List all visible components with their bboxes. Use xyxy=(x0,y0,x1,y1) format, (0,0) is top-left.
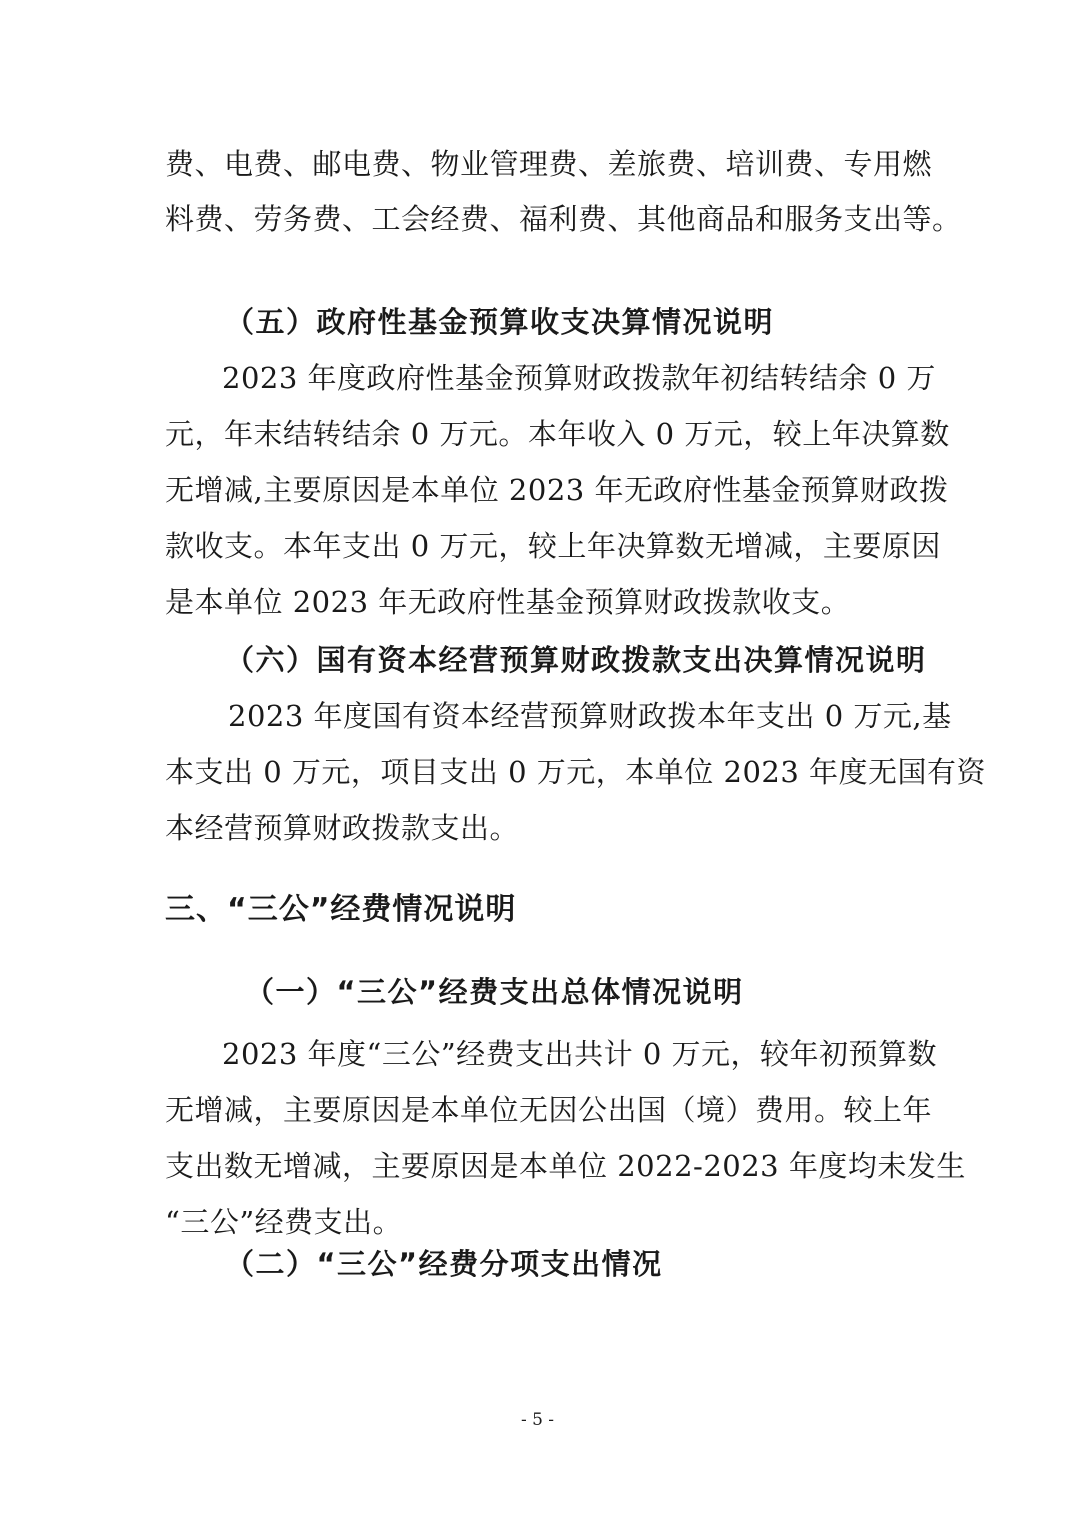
subsection-heading-2: （二）“三公”经费分项支出情况 xyxy=(225,1247,663,1281)
section-heading-6: （六）国有资本经营预算财政拨款支出决算情况说明 xyxy=(225,643,927,677)
paragraph-line: 是本单位 2023 年无政府性基金预算财政拨款收支。 xyxy=(165,585,851,619)
paragraph-line: 本支出 0 万元，项目支出 0 万元，本单位 2023 年度无国有资 xyxy=(165,755,987,789)
paragraph-line: 无增减，主要原因是本单位无因公出国（境）费用。较上年 xyxy=(165,1093,933,1127)
part-heading-3: 三、“三公”经费情况说明 xyxy=(165,892,517,927)
paragraph-line: 费、电费、邮电费、物业管理费、差旅费、培训费、专用燃 xyxy=(165,147,933,181)
section-heading-5: （五）政府性基金预算收支决算情况说明 xyxy=(225,305,775,339)
paragraph-line: 2023 年度政府性基金预算财政拨款年初结转结余 0 万 xyxy=(222,361,936,395)
paragraph-line: 2023 年度“三公”经费支出共计 0 万元，较年初预算数 xyxy=(222,1037,938,1071)
page-number: - 5 - xyxy=(520,1410,555,1430)
paragraph-line: 2023 年度国有资本经营预算财政拨本年支出 0 万元,基 xyxy=(228,699,952,733)
paragraph-line: 无增减,主要原因是本单位 2023 年无政府性基金预算财政拨 xyxy=(165,473,949,507)
subsection-heading-1: （一）“三公”经费支出总体情况说明 xyxy=(245,975,744,1009)
paragraph-line: 料费、劳务费、工会经费、福利费、其他商品和服务支出等。 xyxy=(165,202,962,236)
paragraph-line: “三公”经费支出。 xyxy=(165,1205,403,1239)
paragraph-line: 元，年末结转结余 0 万元。本年收入 0 万元，较上年决算数 xyxy=(165,417,950,451)
paragraph-line: 本经营预算财政拨款支出。 xyxy=(165,811,520,845)
paragraph-line: 款收支。本年支出 0 万元，较上年决算数无增减，主要原因 xyxy=(165,529,941,563)
paragraph-line: 支出数无增减，主要原因是本单位 2022-2023 年度均未发生 xyxy=(165,1149,966,1183)
